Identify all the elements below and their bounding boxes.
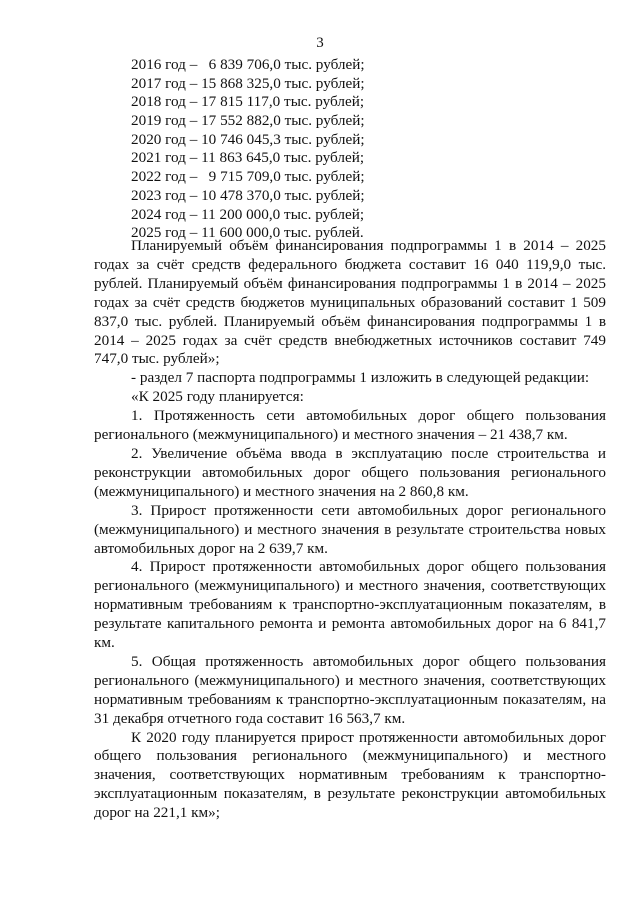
funding-year-line: 2023 год – 10 478 370,0 тыс. рублей; <box>131 186 365 204</box>
funding-year-line: 2021 год – 11 863 645,0 тыс. рублей; <box>131 149 365 167</box>
funding-year-line: 2018 год – 17 815 117,0 тыс. рублей; <box>131 93 365 111</box>
funding-year-line: 2025 год – 11 600 000,0 тыс. рублей. <box>131 224 364 242</box>
paragraph-item-5: 5. Общая протяженность автомобильных дорог общего пользования регионального (межмуниципального) и местного значения, соответствующих нормативным требованиям к транспортно-эксплуатационным показателям, на 31 декабря отчетного года составит 16 563,7 км. <box>94 652 606 727</box>
funding-year-line: 2016 год – 6 839 706,0 тыс. рублей; <box>131 56 365 73</box>
paragraph-financing-sources: Планируемый объём финансирования подпрограммы 1 в 2014 – 2025 годах за счёт средств федерального бюджета составит 16 040 119,9,0 тыс. рублей. Планируемый объём финансирования подпрограммы 1 в 2014 – 2025 годах за счёт средств бюджетов муниципальных образований составит 1 509 837,0 тыс. рублей. Планируемый объём финансирования подпрограммы 1 в 2014 – 2025 годах за счёт средств внебюджетных источников составит 749 747,0 тыс. рублей»; <box>94 237 606 368</box>
paragraph-item-4: 4. Прирост протяженности автомобильных дорог общего пользования регионального (межмуниципального) и местного значения, соответствующих нормативным требованиям к транспортно-эксплуатационным показателям, в результате капитального ремонта и ремонта автомобильных дорог на 6 841,7 км. <box>94 558 606 652</box>
paragraph-2025-plan-intro: «К 2025 году планируется: <box>131 388 304 406</box>
funding-year-line: 2020 год – 10 746 045,3 тыс. рублей; <box>131 130 365 148</box>
funding-year-line: 2022 год – 9 715 709,0 тыс. рублей; <box>131 168 365 186</box>
paragraph-item-3: 3. Прирост протяженности сети автомобильных дорог регионального (межмуниципального) и местного значения в результате строительства новых автомобильных дорог на 2 639,7 км. <box>94 501 606 557</box>
paragraph-2020-plan: К 2020 году планируется прирост протяженности автомобильных дорог общего пользования регионального (межмуниципального) и местного значения, соответствующих нормативным требованиям к транспортно-эксплуатационным показателям, в результате реконструкции автомобильных дорог на 221,1 км»; <box>94 728 606 822</box>
document-body <box>94 237 606 823</box>
paragraph-item-2: 2. Увеличение объёма ввода в эксплуатацию после строительства и реконструкции автомобильных дорог общего пользования регионального (межмуниципального) и местного значения на 2 860,8 км. <box>94 444 606 500</box>
page-number: 3 <box>316 35 324 51</box>
funding-year-line: 2019 год – 17 552 882,0 тыс. рублей; <box>131 112 365 130</box>
paragraph-item-1: 1. Протяженность сети автомобильных дорог общего пользования регионального (межмуниципального) и местного значения – 21 438,7 км. <box>94 407 606 444</box>
funding-year-line: 2017 год – 15 868 325,0 тыс. рублей; <box>131 74 365 92</box>
funding-year-line: 2024 год – 11 200 000,0 тыс. рублей; <box>131 205 365 223</box>
paragraph-section-7-amendment: - раздел 7 паспорта подпрограммы 1 изложить в следующей редакции: <box>131 369 590 387</box>
funding-by-year-list <box>131 56 571 243</box>
